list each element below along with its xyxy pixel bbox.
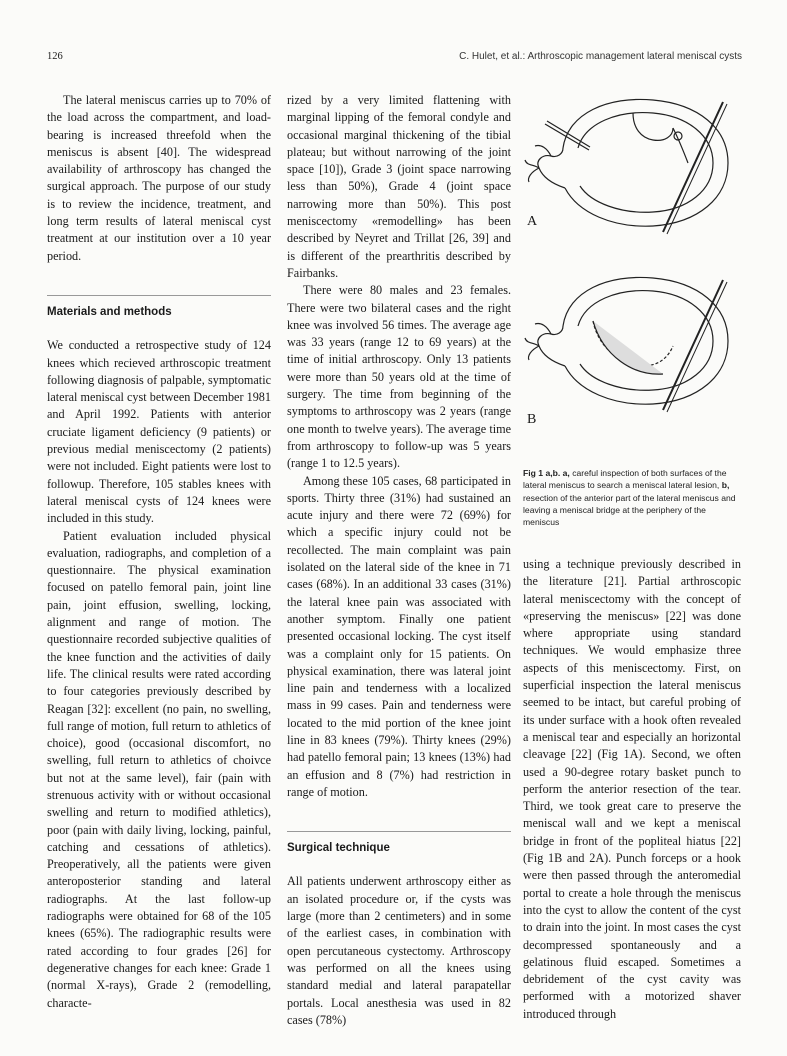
figure-caption [523,467,741,528]
figure-1b-illustration [523,266,741,416]
caption-figure-number: Fig 1 a,b. [523,468,561,478]
figure-label-a: A [527,214,538,229]
caption-part-b-label: b, [721,480,730,491]
methods-paragraph-1: We conducted a retrospective study of 124 knees which recieved arthroscopic treatment following diagnosis of palpable, symptomatic lateral meniscal cyst between December 1981 and April 1992. Patients with anterior cruciate ligament deficiency (9 patients) or previous medial meniscectomy (2 patients) were not included. Eight patients were lost to followup. Therefore, 105 stables knees with lateral meniscal cysts of 124 knees were included in this study. [47,338,271,526]
caption-part-a-text: careful inspection of both surfaces of the lateral meniscus to search a meniscal lateral lesion, [523,468,727,491]
col2-paragraph-1: rized by a very limited flattening with marginal lipping of the femoral condyle and occasional marginal thickening of the tibial plateau; but without narrowing of the joint space [10]), Grade 3 (joint space narrowing less than 50%), Grade 4 (joint space narrowing more than 50%). This post meniscectomy «remodelling» has been described by Neyret and Trillat [26, 39] and is different of the prearthritis described by Fairbanks. [287,93,511,280]
col2-paragraph-2: There were 80 males and 23 females. There were two bilateral cases and the right knee was involved 56 times. The average age was 33 years (range 12 to 69 years) at the time of initial arthroscopy. Only 13 patients were more than 50 years old at the time of surgery. The time from beginning of the symptoms to arthroscopy was 2 years (range one month to twelve years). The average time from arthroscopy to follow-up was 5 years (range 1 to 12.5 years). [287,283,511,471]
methods-paragraph-2: Patient evaluation included physical evaluation, radiographs, and completion of a questionnaire. The physical examination focused on patello femoral pain, joint line pain, joint effusion, swelling, locking, alignment and range of motion. The questionnaire recorded subjective qualities of the knee function and the activities of daily life. The clinical results were rated according to four categories previously described by Reagan [32]: excellent (no pain, no swelling, full range of motion, full return to athletics of choice), good (occasional discomfort, no swelling, full return to athletics of choivce but not at the same level), fair (pain with strenuous activity with or without occasional swelling and return to modified athletics), poor (pain with daily living, locking, painful, catching and cessations of athletics). Preoperatively, all the patients were given anteroposterior standing and lateral radiographs. At the last follow-up radiographs were obtained for 68 of the 105 knees (65%). The radiographic results were rated according to four grades [26] for degenerative changes for each knee: Grade 1 (normal X-rays), Grade 2 (remodelling, characte- [47,528,271,1010]
column-1 [47,92,271,1012]
figure-1a-illustration [523,88,741,238]
col3-paragraph-1: using a technique previously described in the literature [21]. Partial arthroscopic lateral meniscectomy with the concept of «preserving the meniscus» [22] was done where appropriate using standard techniques. We would emphasize three aspects of this meniscectomy. First, on superficial inspection the lateral meniscus seemed to be intact, but careful probing of its under surface with a hook often revealed a meniscal tear and especially an horizontal cleavage [22] (Fig 1A). Second, we often used a 90-degree rotary basket punch to perform the anterior resection of the tear. Third, we took great care to preserve the meniscal wall and we kept a meniscal bridge in front of the popliteal hiatus [22] (Fig 1B and 2A). Punch forceps or a hook were then passed through the anteromedial portal to create a hole through the meniscus into the cyst to allow the content of the cyst to drain into the joint. In most cases the cyst decompressed spontaneously and a gelatinous fluid escaped. Sometimes a debridement of the cyst cavity was performed with a motorized shaver introduced through [523,557,741,1021]
section-heading-surgical-technique: Surgical technique [287,842,390,855]
section-heading-materials-methods: Materials and methods [47,305,172,318]
surgical-paragraph-1: All patients underwent arthroscopy either as an isolated procedure or, if the cysts was large (more than 2 centimeters) and in some of the earliest cases, in combination with open percutaneous cystectomy. Arthroscopy was performed on all the knees using standard medial and lateral parapatellar portals. Local anesthesia was used in 82 cases (78%) [287,874,511,1027]
column-3 [523,556,741,1023]
running-head: C. Hulet, et al.: Arthroscopic management lateral meniscal cysts [459,51,742,62]
column-2 [287,92,511,1029]
caption-part-b-text: resection of the anterior part of the lateral meniscus and leaving a meniscal bridge at the periphery of the meniscus [523,492,736,528]
intro-paragraph: The lateral meniscus carries up to 70% of the load across the compartment, and load-bearing is increased threefold when the meniscus is absent [40]. The widespread availability of arthroscopy has changed the surgical approach. The purpose of our study is to review the incidence, treatment, and long term results of lateral meniscal cyst treatment at our institution over a 10 year period. [47,93,271,263]
caption-part-a-label: a, [562,468,570,478]
page-number: 126 [47,51,63,62]
col2-paragraph-3: Among these 105 cases, 68 participated in sports. Thirty three (31%) had sustained an acute injury and there were 72 (69%) for which a specific injury could not be recollected. The main complaint was pain isolated on the lateral side of the knee in 71 cases (68%). In an additional 33 cases (31%) the lateral knee pain was associated with another symptom. Finally one patient presented occasional locking. The cyst itself was a complaint only for 15 patients. On physical examination, there was lateral joint line pain and tenderness with a localized mass in 99 cases. Pain and tenderness were located to the mid portion of the knee joint line in 83 knees (79%). Thirty knees (29%) had patello femoral pain; 13 knees (13%) had an effusion and 8 (7%) had restriction in range of motion. [287,473,511,799]
figure-label-b: B [527,412,537,427]
